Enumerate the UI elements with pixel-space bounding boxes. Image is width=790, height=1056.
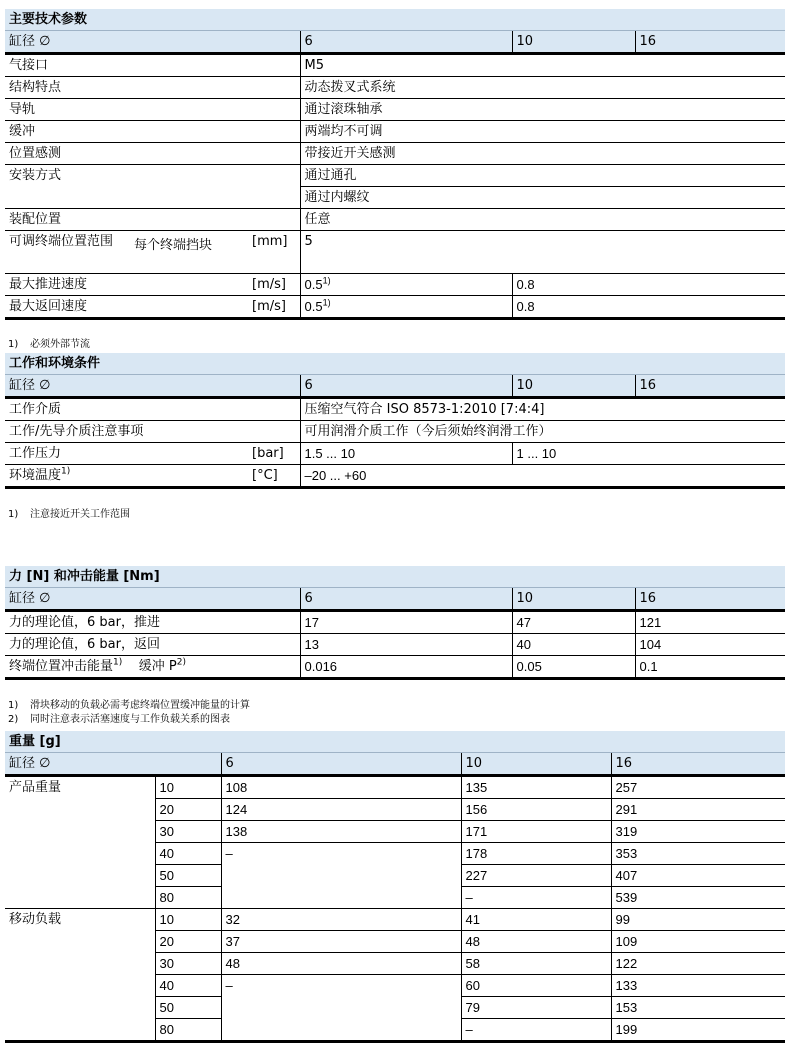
row-value: 动态拨叉式系统 (300, 77, 785, 99)
footnote-ref: 1) (61, 466, 71, 477)
weight-value: 48 (461, 931, 611, 953)
weight-table (5, 731, 785, 1043)
table-title: 重量 [g] (5, 731, 785, 753)
row-label: 最大推进速度 (5, 274, 248, 296)
bore-6: 6 (221, 753, 461, 776)
footnote (8, 714, 230, 726)
footnote-text: 滑块移动的负载必需考虑终端位置缓冲能量的计算 (30, 700, 250, 711)
main-specs-table (5, 9, 785, 320)
value: 0.5 (304, 299, 323, 314)
bore-10: 10 (512, 588, 635, 611)
row-label: 工作介质 (5, 398, 300, 421)
weight-value: 37 (221, 931, 461, 953)
stroke: 10 (155, 909, 221, 931)
table-row (5, 776, 785, 799)
weight-value: 108 (221, 776, 461, 799)
operating-conditions-table (5, 353, 785, 489)
weight-value: 319 (611, 821, 785, 843)
row-value: 可用润滑介质工作（今后须始终润滑工作） (300, 421, 785, 443)
weight-value: 291 (611, 799, 785, 821)
pressure-value-1: 1.5 ... 10 (300, 443, 512, 465)
unit: [m/s] (248, 296, 300, 319)
label: 终端位置冲击能量 (9, 659, 114, 674)
row-label: 导轨 (5, 99, 300, 121)
row-value: 通过内螺纹 (300, 187, 785, 209)
group-label: 移动负载 (5, 909, 155, 1042)
stroke: 50 (155, 997, 221, 1019)
value: 47 (512, 611, 635, 634)
value: 17 (300, 611, 512, 634)
footnote-num: 1) (8, 509, 19, 520)
stroke: 20 (155, 799, 221, 821)
row-value: 通过滚珠轴承 (300, 99, 785, 121)
weight-value: 99 (611, 909, 785, 931)
adjust-unit: [mm] (248, 231, 300, 274)
row-label: 结构特点 (5, 77, 300, 99)
footnote-num: 2) (8, 714, 19, 725)
weight-value: 48 (221, 953, 461, 975)
label: 环境温度 (9, 468, 62, 483)
weight-value: 133 (611, 975, 785, 997)
weight-value: 171 (461, 821, 611, 843)
bore-16: 16 (635, 588, 785, 611)
adjust-value: 5 (300, 231, 785, 274)
bore-6: 6 (300, 31, 512, 54)
bore-label: 缸径 ∅ (5, 31, 300, 54)
row-label: 气接口 (5, 54, 300, 77)
bore-10: 10 (461, 753, 611, 776)
footnote-ref: 1) (322, 297, 331, 308)
footnote (8, 339, 90, 351)
weight-value: 227 (461, 865, 611, 887)
value: 0.05 (512, 656, 635, 679)
stroke: 80 (155, 887, 221, 909)
stroke: 30 (155, 953, 221, 975)
row-value: 带接近开关感测 (300, 143, 785, 165)
row-label (5, 656, 300, 679)
footnote (8, 700, 250, 712)
weight-value: – (461, 1019, 611, 1042)
row-label: 工作压力 (5, 443, 248, 465)
weight-value: 153 (611, 997, 785, 1019)
weight-value: 539 (611, 887, 785, 909)
stroke: 80 (155, 1019, 221, 1042)
weight-value: 156 (461, 799, 611, 821)
bore-label: 缸径 ∅ (5, 375, 300, 398)
weight-value: – (221, 975, 461, 1042)
bore-6: 6 (300, 375, 512, 398)
row-value: 任意 (300, 209, 785, 231)
weight-value: 79 (461, 997, 611, 1019)
footnote-text: 注意接近开关工作范围 (30, 509, 130, 520)
row-label (5, 465, 248, 488)
unit: [m/s] (248, 274, 300, 296)
weight-value: 407 (611, 865, 785, 887)
speed-value (300, 296, 512, 319)
weight-value: 122 (611, 953, 785, 975)
row-label: 缓冲 (5, 121, 300, 143)
row-label: 位置感测 (5, 143, 300, 165)
value: 0.016 (300, 656, 512, 679)
footnote-num: 1) (8, 339, 19, 350)
speed-value (300, 274, 512, 296)
row-label: 工作/先导介质注意事项 (5, 421, 300, 443)
weight-value: – (461, 887, 611, 909)
bore-6: 6 (300, 588, 512, 611)
row-value: M5 (300, 54, 785, 77)
weight-value: – (221, 843, 461, 909)
weight-value: 41 (461, 909, 611, 931)
row-label: 安装方式 (5, 165, 300, 209)
stroke: 40 (155, 843, 221, 865)
group-label: 产品重量 (5, 776, 155, 909)
value: 0.1 (635, 656, 785, 679)
bore-label: 缸径 ∅ (5, 753, 221, 776)
bore-16: 16 (611, 753, 785, 776)
value: 121 (635, 611, 785, 634)
bore-10: 10 (512, 31, 635, 54)
value: 13 (300, 634, 512, 656)
footnote-ref: 2) (176, 657, 187, 668)
row-label: 装配位置 (5, 209, 300, 231)
sub-label: 缓冲 P (138, 659, 177, 674)
row-value: 两端均不可调 (300, 121, 785, 143)
force-table (5, 566, 785, 680)
weight-value: 135 (461, 776, 611, 799)
weight-value: 353 (611, 843, 785, 865)
row-value: 压缩空气符合 ISO 8573-1:2010 [7:4:4] (300, 398, 785, 421)
stroke: 30 (155, 821, 221, 843)
footnote-ref: 1) (322, 275, 331, 286)
value: 104 (635, 634, 785, 656)
footnote-num: 1) (8, 700, 19, 711)
table-title: 工作和环境条件 (5, 353, 785, 375)
row-label: 最大返回速度 (5, 296, 248, 319)
weight-value: 32 (221, 909, 461, 931)
table-row (5, 909, 785, 931)
footnote-text: 同时注意表示活塞速度与工作负载关系的图表 (30, 714, 230, 725)
unit: [bar] (248, 443, 300, 465)
weight-value: 199 (611, 1019, 785, 1042)
weight-value: 58 (461, 953, 611, 975)
stroke: 40 (155, 975, 221, 997)
row-value: 通过通孔 (300, 165, 785, 187)
temp-value: –20 ... +60 (300, 465, 785, 488)
value: 40 (512, 634, 635, 656)
bore-label: 缸径 ∅ (5, 588, 300, 611)
bore-16: 16 (635, 31, 785, 54)
row-label: 力的理论值，6 bar，返回 (5, 634, 300, 656)
weight-value: 109 (611, 931, 785, 953)
table-title: 力 [N] 和冲击能量 [Nm] (5, 566, 785, 588)
adjust-label: 可调终端位置范围 (9, 234, 114, 249)
bore-16: 16 (635, 375, 785, 398)
stroke: 50 (155, 865, 221, 887)
weight-value: 257 (611, 776, 785, 799)
adjust-sub-label: 每个终端挡块 (134, 238, 213, 253)
weight-value: 178 (461, 843, 611, 865)
bore-10: 10 (512, 375, 635, 398)
pressure-value-2: 1 ... 10 (512, 443, 785, 465)
weight-value: 60 (461, 975, 611, 997)
footnote (8, 509, 130, 521)
stroke: 20 (155, 931, 221, 953)
value: 0.5 (304, 277, 323, 292)
stroke: 10 (155, 776, 221, 799)
speed-value-2: 0.8 (512, 296, 785, 319)
weight-value: 138 (221, 821, 461, 843)
table-title: 主要技术参数 (5, 9, 785, 31)
footnote-ref: 1) (113, 657, 123, 668)
footnote-text: 必须外部节流 (30, 339, 90, 350)
row-label: 力的理论值，6 bar，推进 (5, 611, 300, 634)
speed-value-2: 0.8 (512, 274, 785, 296)
weight-value: 124 (221, 799, 461, 821)
unit: [°C] (248, 465, 300, 488)
